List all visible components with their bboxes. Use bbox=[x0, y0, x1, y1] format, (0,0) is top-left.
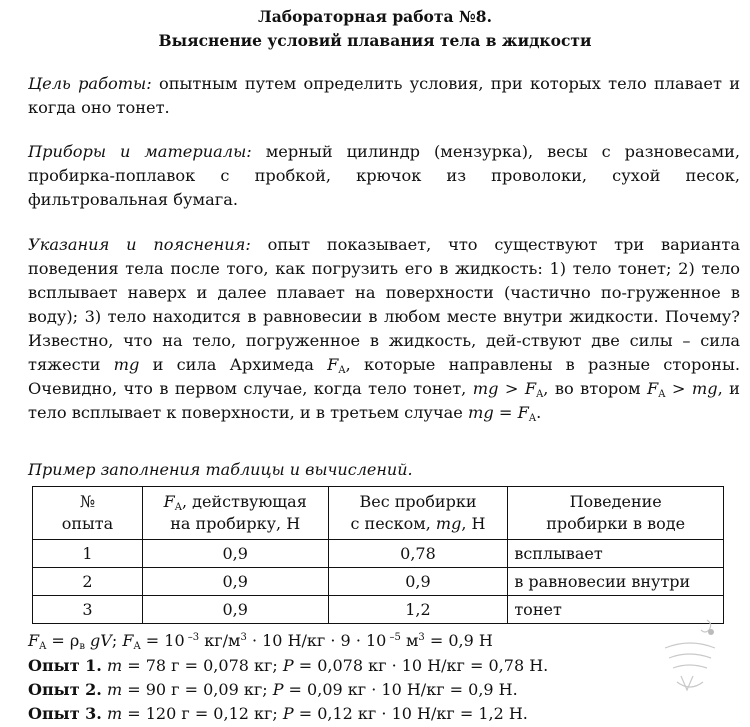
table-row bbox=[33, 540, 724, 568]
watermark-stamp-icon bbox=[655, 612, 725, 702]
header-behavior bbox=[508, 487, 724, 540]
header-archimedes-force bbox=[142, 487, 328, 540]
instructions-text-5: , и тело всплывает к поверхности, и в третьем случае bbox=[28, 379, 740, 422]
cell-force: 0,9 bbox=[142, 568, 328, 596]
weight-value: = 0,12 кг · 10 Н/кг = 1,2 Н. bbox=[293, 704, 528, 723]
experiment-1-calc bbox=[28, 655, 548, 677]
mass-value: = 90 г = 0,09 кг; bbox=[122, 680, 273, 699]
table-row bbox=[33, 596, 724, 624]
weight-symbol: P bbox=[282, 704, 294, 723]
header-force-symbol: F bbox=[163, 492, 175, 511]
cell-num: 2 bbox=[33, 568, 143, 596]
formula-exp4: 3 bbox=[418, 632, 425, 643]
document-subtitle: Выяснение условий плавания тела в жидкости bbox=[158, 31, 592, 50]
header-behavior-line2: пробирки в воде bbox=[546, 514, 686, 533]
cell-force: 0,9 bbox=[142, 540, 328, 568]
formula-part-b: кг/м bbox=[199, 631, 241, 650]
table-caption: Пример заполнения таблицы и вычислений. bbox=[28, 460, 413, 479]
mass-value: = 120 г = 0,12 кг; bbox=[122, 704, 283, 723]
cell-behavior: тонет bbox=[508, 596, 724, 624]
fa-subscript: A bbox=[338, 365, 346, 376]
cell-weight: 1,2 bbox=[328, 596, 508, 624]
cell-num: 1 bbox=[33, 540, 143, 568]
case2-subscript: A bbox=[658, 389, 666, 400]
header-force-sub: A bbox=[174, 502, 182, 513]
header-experiment-number bbox=[33, 487, 143, 540]
archimedes-formula bbox=[28, 630, 493, 652]
materials-label: Приборы и материалы: bbox=[28, 142, 252, 161]
weight-value: = 0,078 кг · 10 Н/кг = 0,78 Н. bbox=[293, 656, 549, 675]
goal-label: Цель работы: bbox=[28, 74, 152, 93]
header-force-line1: , действующая bbox=[181, 492, 307, 511]
formula-exp1: –3 bbox=[184, 632, 200, 643]
case3-subscript: A bbox=[528, 413, 537, 424]
cell-force: 0,9 bbox=[142, 596, 328, 624]
header-weight-mg: mg bbox=[435, 514, 462, 533]
instructions-text-4: , во втором bbox=[543, 379, 648, 398]
fa-symbol: F bbox=[327, 355, 339, 374]
mass-symbol: m bbox=[101, 704, 123, 723]
experiment-label: Опыт 3. bbox=[28, 704, 102, 723]
formula-f2: F bbox=[122, 631, 134, 650]
cell-behavior: в равновесии внутри bbox=[508, 568, 724, 596]
mass-value: = 78 г = 0,078 кг; bbox=[122, 656, 283, 675]
header-weight-line1: Вес пробирки bbox=[359, 492, 477, 511]
header-behavior-line1: Поведение bbox=[569, 492, 662, 511]
formula-part-c: · 10 Н/кг · 9 · 10 bbox=[246, 631, 387, 650]
instructions-label: Указания и пояснения: bbox=[28, 235, 251, 254]
weight-value: = 0,09 кг · 10 Н/кг = 0,9 Н. bbox=[283, 680, 518, 699]
formula-exp3: –5 bbox=[386, 632, 401, 643]
formula-rho-sub: в bbox=[79, 641, 85, 652]
materials-paragraph bbox=[28, 140, 740, 212]
formula-rho: = ρ bbox=[46, 631, 80, 650]
header-num-line2: опыта bbox=[61, 514, 114, 533]
cell-weight: 0,9 bbox=[328, 568, 508, 596]
table-header-row bbox=[33, 487, 724, 540]
mass-symbol: m bbox=[101, 680, 123, 699]
formula-part-e: = 0,9 Н bbox=[424, 631, 493, 650]
formula-exp2: 3 bbox=[240, 632, 247, 643]
weight-symbol: P bbox=[282, 656, 294, 675]
cell-weight: 0,78 bbox=[328, 540, 508, 568]
formula-separator: ; bbox=[111, 631, 123, 650]
case1-formula: mg > F bbox=[472, 379, 537, 398]
case2-rest: > mg bbox=[665, 379, 718, 398]
header-weight-line2-pre: с песком, bbox=[350, 514, 436, 533]
table-row bbox=[33, 568, 724, 596]
experiment-3-calc bbox=[28, 703, 528, 725]
instructions-text-1: опыт показывает, что существуют три варианта поведения тела после того, как погрузить его в жидкость: 1) тело тонет; 2) тело всплывает наверх и далее плавает на поверхности (частично по-груженное в воду); 3) тело находится в равновесии в любом месте внутри жидкости. Почему? Известно, что на тело, погруженное в жидкость, дей-ствуют две силы – сила тяжести bbox=[28, 235, 740, 374]
mass-symbol: m bbox=[101, 656, 123, 675]
results-table bbox=[32, 486, 724, 624]
goal-text: опытным путем определить условия, при которых тело плавает и когда оно тонет. bbox=[28, 74, 741, 117]
materials-text: мерный цилиндр (мензурка), весы с разновесами, пробирка-поплавок с пробкой, крючок из проволоки, сухой песок, фильтровальная бумага. bbox=[28, 142, 740, 209]
goal-paragraph bbox=[28, 72, 740, 120]
formula-part-a: = 10 bbox=[140, 631, 185, 650]
header-weight-line2-post: , Н bbox=[461, 514, 486, 533]
formula-f: F bbox=[28, 631, 40, 650]
weight-symbol: P bbox=[272, 680, 284, 699]
header-force-line2: на пробирку, Н bbox=[170, 514, 301, 533]
header-num-line1: № bbox=[79, 492, 95, 511]
instructions-text-2: и сила Архимеда bbox=[139, 355, 328, 374]
formula-gv: gV bbox=[84, 631, 112, 650]
formula-f-sub: A bbox=[39, 641, 47, 652]
cell-num: 3 bbox=[33, 596, 143, 624]
case3-formula: mg = F bbox=[468, 403, 529, 422]
case2-symbol: F bbox=[647, 379, 659, 398]
experiment-label: Опыт 1. bbox=[28, 656, 102, 675]
experiment-label: Опыт 2. bbox=[28, 680, 102, 699]
cell-behavior: всплывает bbox=[508, 540, 724, 568]
instructions-text-6: . bbox=[536, 403, 542, 422]
mg-symbol: mg bbox=[113, 355, 140, 374]
formula-f2-sub: A bbox=[133, 641, 141, 652]
header-weight bbox=[328, 487, 508, 540]
experiment-2-calc bbox=[28, 679, 518, 701]
instructions-paragraph bbox=[28, 233, 740, 425]
document-title: Лабораторная работа №8. bbox=[258, 7, 492, 26]
case1-subscript: A bbox=[536, 389, 544, 400]
formula-part-d: м bbox=[400, 631, 419, 650]
instructions-text-3: , которые направлены в разные стороны. Очевидно, что в первом случае, когда тело тонет, bbox=[28, 355, 740, 398]
